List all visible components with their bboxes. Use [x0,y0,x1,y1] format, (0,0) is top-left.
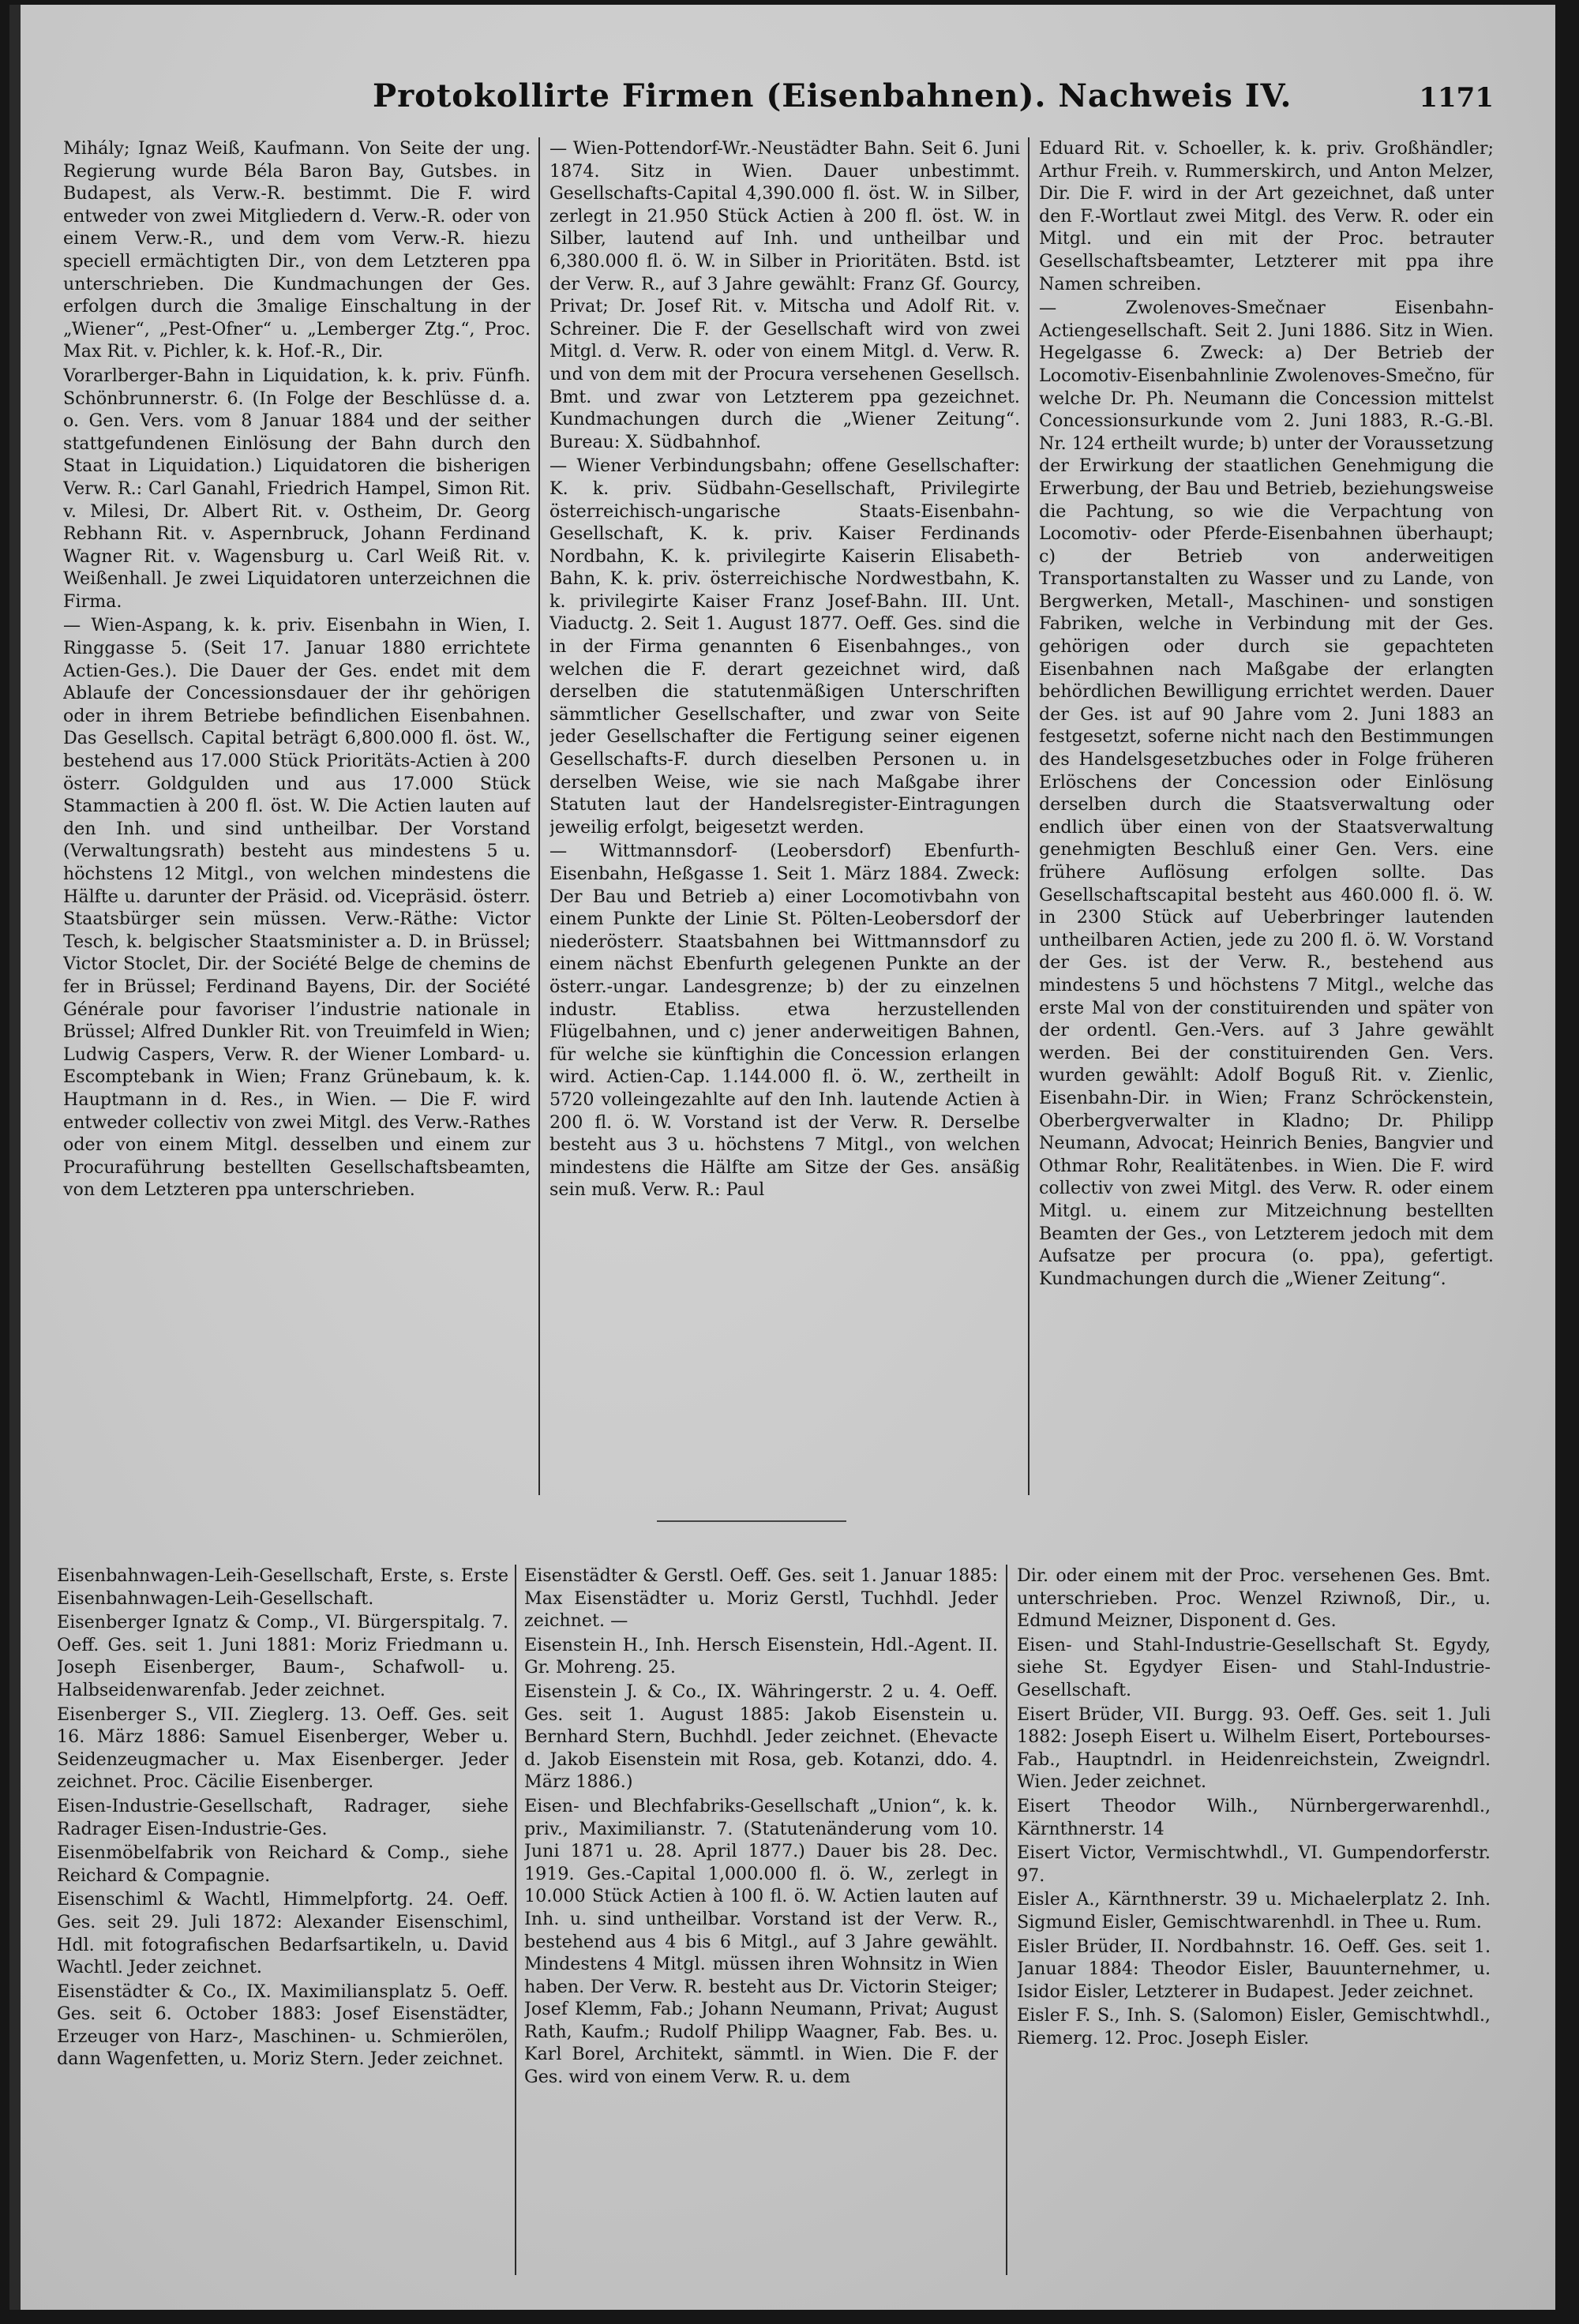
entry: Vorarlberger-Bahn in Liquidation, k. k. priv. Fünfh. Schönbrunnerstr. 6. (In Folge der Beschlüsse d. a. o. Gen. Vers. vom 8 Januar 1884 und der seither stattgefundenen Einlösung der Bahn durch den Staat in Liquidation.) Liquidatoren die bisherigen Verw. R.: Carl Ganahl, Friedrich Hampel, Simon Rit. v. Milesi, Dr. Albert Rit. v. Ostheim, Dr. Georg Rebhann Rit. v. Aspernbruck, Johann Ferdinand Wagner Rit. v. Wagensburg u. Carl Weiß Rit. v. Weißenhall. Je zwei Liquidatoren unterzeichnen die Firma. [63,365,531,612]
top-column-3 [1039,137,1494,1495]
section-divider [657,1520,846,1522]
bottom-column-2 [524,1565,998,2275]
column-divider [538,137,540,1495]
book-page [9,5,1555,2310]
entry: Eisen-Industrie-Gesellschaft, Radrager, siehe Radrager Eisen-Industrie-Ges. [57,1795,508,1839]
entry: Eisenberger S., VII. Zieglerg. 13. Oeff. Ges. seit 16. März 1886: Samuel Eisenberger, Weber u. Seidenzeugmacher u. Max Eisenberger. Jeder zeichnet. Proc. Cäcilie Eisenberger. [57,1704,508,1793]
entry: — Zwolenoves-Smečnaer Eisenbahn-Actiengesellschaft. Seit 2. Juni 1886. Sitz in Wien. Hegelgasse 6. Zweck: a) Der Betrieb der Locomotiv-Eisenbahnlinie Zwolenoves-Smečno, für welche Dr. Ph. Neumann die Concession mittelst Concessionsurkunde vom 2. Juni 1883, R.-G.-Bl. Nr. 124 ertheilt wurde; b) unter der Voraussetzung der Erwirkung der staatlichen Genehmigung die Erwerbung, der Bau und Betrieb, beziehungsweise die Pachtung, so wie die Verpachtung von Locomotiv- oder Pferde-Eisenbahnen überhaupt; c) der Betrieb von anderweitigen Transportanstalten zu Wasser und zu Lande, von Bergwerken, Metall-, Maschinen- und sonstigen Fabriken, welche in Verbindung mit der Ges. gehörigen oder durch sie gepachteten Eisenbahnen nach Maßgabe der erlangten behördlichen Bewilligung errichtet werden. Dauer der Ges. ist auf 90 Jahre vom 2. Juni 1883 an festgesetzt, soferne nicht nach den Bestimmungen des Handelsgesetzbuches oder in Folge früheren Erlöschens der Concession oder Einlösung derselben durch die Staatsverwaltung oder endlich über einen von der Staatsverwaltung genehmigten Beschluß einer Gen. Vers. eine frühere Auflösung erfolgen sollte. Das Gesellschaftscapital besteht aus 460.000 fl. ö. W. in 2300 Stück auf Ueberbringer lautenden untheilbaren Actien, jede zu 200 fl. ö. W. Vorstand der Ges. ist der Verw. R., bestehend aus mindestens 5 und höchstens 7 Mitgl., welche das erste Mal von der constituirenden und später von der ordentl. Gen.-Vers. auf 3 Jahre gewählt werden. Bei der constituirenden Gen. Vers. wurden gewählt: Adolf Boguß Rit. v. Zienlic, Eisenbahn-Dir. in Wien; Franz Schröckenstein, Oberbergverwalter in Kladno; Dr. Philipp Neumann, Advocat; Heinrich Benies, Bangvier und Othmar Rohr, Realitätenbes. in Wien. Die F. wird collectiv von zwei Mitgl. des Verw. R. oder einem Mitgl. u. einem zur Mitzeichnung bestellten Beamten der Ges., von Letzterem jedoch mit dem Aufsatze per procura (o. ppa), gefertigt. Kundmachungen durch die „Wiener Zeitung“. [1039,298,1494,1289]
entry: Eisler Brüder, II. Nordbahnstr. 16. Oeff. Ges. seit 1. Januar 1884: Theodor Eisler, Bauunternehmer, u. Isidor Eisler, Letzterer in Budapest. Jeder zeichnet. [1017,1936,1491,2002]
entry: Eisenbahnwagen-Leih-Gesellschaft, Erste, s. Erste Eisenbahnwagen-Leih-Gesellschaft. [57,1565,508,1609]
entry: Dir. oder einem mit der Proc. versehenen Ges. Bmt. unterschrieben. Proc. Wenzel Rziwnoß, Dir., u. Edmund Meizner, Disponent d. Ges. [1017,1565,1491,1632]
entry: Eisen- und Blechfabriks-Gesellschaft „Union“, k. k. priv., Maximilianstr. 7. (Statutenänderung vom 10. Juni 1871 u. 28. April 1877.) Dauer bis 28. Dec. 1919. Ges.-Capital 1,000.000 fl. ö. W., zerlegt in 10.000 Stück Actien à 100 fl. ö. W. Actien lauten auf Inh. u. sind untheilbar. Vorstand ist der Verw. R., bestehend aus 4 bis 6 Mitgl., auf 3 Jahre gewählt. Mindestens 4 Mitgl. müssen ihren Wohnsitz in Wien haben. Der Verw. R. besteht aus Dr. Victorin Steiger; Josef Klemm, Fab.; Johann Neumann, Privat; August Rath, Kaufm.; Rudolf Philipp Waagner, Fab. Bes. u. Karl Borel, Architekt, sämmtl. in Wien. Die F. der Ges. wird von einem Verw. R. u. dem [524,1795,998,2088]
entry: Eisenschiml & Wachtl, Himmelpfortg. 24. Oeff. Ges. seit 29. Juli 1872: Alexander Eisenschiml, Hdl. mit fotografischen Bedarfsartikeln, u. David Wachtl. Jeder zeichnet. [57,1889,508,1978]
page-header [373,77,1494,125]
entry: — Wien-Aspang, k. k. priv. Eisenbahn in Wien, I. Ringgasse 5. (Seit 17. Januar 1880 errichtete Actien-Ges.). Die Dauer der Ges. endet mit dem Ablaufe der Concessionsdauer der ihr gehörigen oder in ihrem Betriebe befindlichen Eisenbahnen. Das Gesellsch. Capital beträgt 6,800.000 fl. öst. W., bestehend aus 17.000 Stück Prioritäts-Actien à 200 österr. Goldgulden und aus 17.000 Stück Stammactien à 200 fl. öst. W. Die Actien lauten auf den Inh. und sind untheilbar. Der Vorstand (Verwaltungsrath) besteht aus mindestens 5 u. höchstens 12 Mitgl., von welchen mindestens die Hälfte u. darunter der Präsid. od. Vicepräsid. österr. Staatsbürger sein müssen. Verw.-Räthe: Victor Tesch, k. belgischer Staatsminister a. D. in Brüssel; Victor Stoclet, Dir. der Société Belge de chemins de fer in Brüssel; Ferdinand Bayens, Dir. der Société Générale pour favoriser l’industrie nationale in Brüssel; Alfred Dunkler Rit. von Treuimfeld in Wien; Ludwig Caspers, Verw. R. der Wiener Lombard- u. Escomptebank in Wien; Franz Grünebaum, k. k. Hauptmann in d. Res., in Wien. — Die F. wird entweder collectiv von zwei Mitgl. des Verw.-Rathes oder von einem Mitgl. desselben und einem zur Procuraführung bestellten Gesellschaftsbeamten, von dem Letzteren ppa unterschrieben. [63,615,531,1201]
entry: Eisenmöbelfabrik von Reichard & Comp., siehe Reichard & Compagnie. [57,1842,508,1886]
entry: Eisert Victor, Vermischtwhdl., VI. Gumpendorferstr. 97. [1017,1842,1491,1886]
bottom-column-3 [1017,1565,1491,2275]
entry: Eisen- und Stahl-Industrie-Gesellschaft St. Egydy, siehe St. Egydyer Eisen- und Stahl-Industrie-Gesellschaft. [1017,1634,1491,1700]
entry: Eisenstein J. & Co., IX. Währingerstr. 2 u. 4. Oeff. Ges. seit 1. August 1885: Jakob Eisenstein u. Bernhard Stern, Buchhdl. Jeder zeichnet. (Ehevacte d. Jakob Eisenstein mit Rosa, geb. Kotanzi, ddo. 4. März 1886.) [524,1681,998,1793]
column-divider [1028,137,1030,1495]
column-divider [1006,1565,1007,2275]
entry: Eisler F. S., Inh. S. (Salomon) Eisler, Gemischtwhdl., Riemerg. 12. Proc. Joseph Eisler. [1017,2005,1491,2048]
entry: Eisert Brüder, VII. Burgg. 93. Oeff. Ges. seit 1. Juli 1882: Joseph Eisert u. Wilhelm Eisert, Portebourses-Fab., Hauptndrl. in Heidenreichstein, Zweigndrl. Wien. Jeder zeichnet. [1017,1704,1491,1793]
facing-page-edge [9,5,21,2310]
bottom-column-1 [57,1565,508,2275]
entry: Eisenberger Ignatz & Comp., VI. Bürgerspitalg. 7. Oeff. Ges. seit 1. Juni 1881: Moriz Friedmann u. Joseph Eisenberger, Baum-, Schafwoll- u. Halbseidenwarenfab. Jeder zeichnet. [57,1612,508,1700]
page-number: 1171 [1419,82,1494,114]
entry: Eisler A., Kärnthnerstr. 39 u. Michaelerplatz 2. Inh. Sigmund Eisler, Gemischtwarenhdl. in Thee u. Rum. [1017,1889,1491,1932]
entry: — Wiener Verbindungsbahn; offene Gesellschafter: K. k. priv. Südbahn-Gesellschaft, Privilegirte österreichisch-ungarische Staats-Eisenbahn-Gesellschaft, K. k. priv. Kaiser Ferdinands Nordbahn, K. k. privilegirte Kaiserin Elisabeth-Bahn, K. k. priv. österreichische Nordwestbahn, K. k. privilegirte Kaiser Franz Josef-Bahn. III. Unt. Viaductg. 2. Seit 1. August 1877. Oeff. Ges. sind die in der Firma genannten 6 Eisenbahnges., von welchen die F. derart gezeichnet wird, daß derselben die statutenmäßigen Unterschriften sämmtlicher Gesellschafter, und zwar von Seite jeder Gesellschafter die Fertigung seiner eigenen Gesellschafts-F. durch dieselben Personen u. in derselben Weise, wie sie nach Maßgabe ihrer Statuten laut der Handelsregister-Eintragungen jeweilig erfolgt, beigesetzt werden. [549,455,1020,838]
column-divider [515,1565,516,2275]
entry: Eisenstädter & Gerstl. Oeff. Ges. seit 1. Januar 1885: Max Eisenstädter u. Moriz Gerstl, Tuchhdl. Jeder zeichnet. — [524,1565,998,1632]
running-title: Protokollirte Firmen (Eisenbahnen). Nachweis IV. [373,77,1292,114]
top-column-1 [63,137,531,1495]
entry: Eisenstein H., Inh. Hersch Eisenstein, Hdl.-Agent. II. Gr. Mohreng. 25. [524,1634,998,1678]
entry: — Wien-Pottendorf-Wr.-Neustädter Bahn. Seit 6. Juni 1874. Sitz in Wien. Dauer unbestimmt. Gesellschafts-Capital 4,390.000 fl. öst. W. in Silber, zerlegt in 21.950 Stück Actien à 200 fl. öst. W. in Silber, lautend auf Inh. und untheilbar und 6,380.000 fl. ö. W. in Silber in Prioritäten. Bstd. ist der Verw. R., auf 3 Jahre gewählt: Franz Gf. Gourcy, Privat; Dr. Josef Rit. v. Mitscha und Adolf Rit. v. Schreiner. Die F. der Gesellschaft wird von zwei Mitgl. d. Verw. R. oder von einem Mitgl. d. Verw. R. und von dem mit der Procura versehenen Gesellsch. Bmt. und zwar von Letzterem ppa gezeichnet. Kundmachungen durch die „Wiener Zeitung“. Bureau: X. Südbahnhof. [549,138,1020,452]
entry: Eisert Theodor Wilh., Nürnbergerwarenhdl., Kärnthnerstr. 14 [1017,1795,1491,1839]
entry: Eisenstädter & Co., IX. Maximiliansplatz 5. Oeff. Ges. seit 6. October 1883: Josef Eisenstädter, Erzeuger von Harz-, Maschinen- u. Schmierölen, dann Wagenfetten, u. Moriz Stern. Jeder zeichnet. [57,1981,508,2070]
entry: Mihály; Ignaz Weiß, Kaufmann. Von Seite der ung. Regierung wurde Béla Baron Bay, Gutsbes. in Budapest, als Verw.-R. bestimmt. Die F. wird entweder von zwei Mitgliedern d. Verw.-R. oder von einem Verw.-R., und dem vom Verw.-R. hiezu speciell ermächtigten Dir., von dem Letzteren ppa unterschrieben. Die Kundmachungen der Ges. erfolgen durch die 3malige Einschaltung in der „Wiener“, „Pest-Ofner“ u. „Lemberger Ztg.“, Proc. Max Rit. v. Pichler, k. k. Hof.-R., Dir. [63,138,531,362]
top-column-2 [549,137,1020,1495]
entry: Eduard Rit. v. Schoeller, k. k. priv. Großhändler; Arthur Freih. v. Rummerskirch, und Anton Melzer, Dir. Die F. wird in der Art gezeichnet, daß unter den F.-Wortlaut zwei Mitgl. des Verw. R. oder ein Mitgl. und ein mit der Proc. betrauter Gesellschaftsbeamter, Letzterer mit ppa ihre Namen schreiben. [1039,138,1494,294]
entry: — Wittmannsdorf- (Leobersdorf) Ebenfurth-Eisenbahn, Heßgasse 1. Seit 1. März 1884. Zweck: Der Bau und Betrieb a) einer Locomotivbahn von einem Punkte der Linie St. Pölten-Leobersdorf der niederösterr. Staatsbahnen bei Wittmannsdorf zu einem nächst Ebenfurth gelegenen Punkte an der österr.-ungar. Landesgrenze; b) der zu einzelnen industr. Etabliss. etwa herzustellenden Flügelbahnen, und c) jener anderweitigen Bahnen, für welche sie künftighin die Concession erlangen wird. Actien-Cap. 1.144.000 fl. ö. W., zertheilt in 5720 volleingezahlte auf den Inh. lautende Actien à 200 fl. ö. W. Vorstand ist der Verw. R. Derselbe besteht aus 3 u. höchstens 7 Mitgl., von welchen mindestens die Hälfte am Sitze der Ges. ansäßig sein muß. Verw. R.: Paul [549,841,1020,1201]
